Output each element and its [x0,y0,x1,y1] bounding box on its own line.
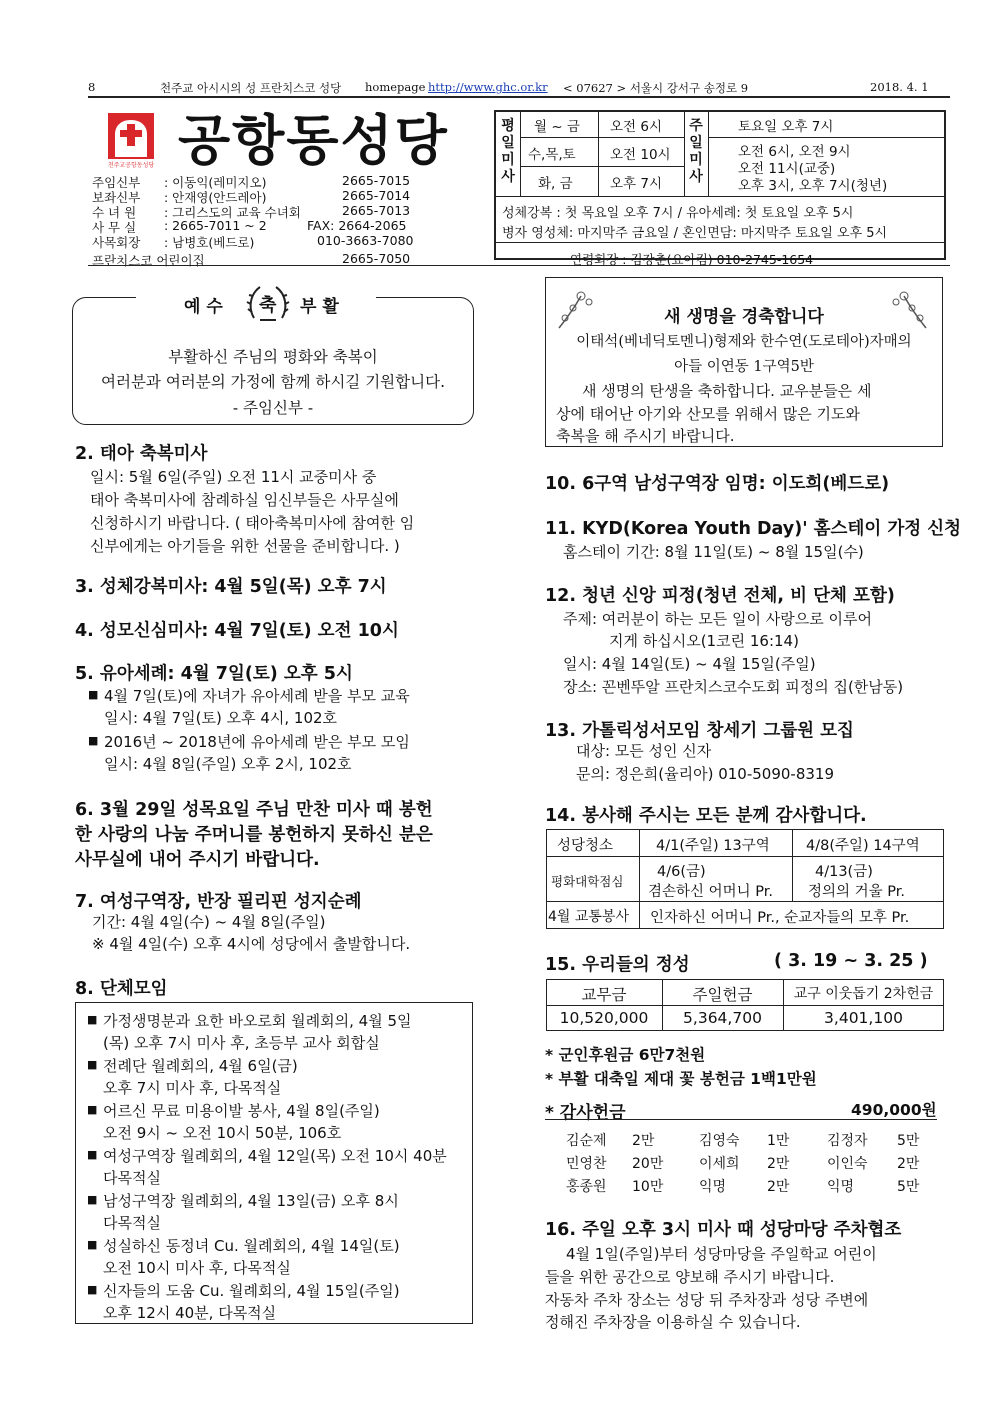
body-text: 태아 축복미사에 참례하실 임신부들은 사무실에 [90,491,399,509]
donor-amount: 2만 [897,1156,920,1172]
body-text: ※ 4월 4일(수) 오후 4시에 성당에서 출발합니다. [92,935,411,953]
weekday-time: 오전 10시 [610,147,671,163]
church-name: 공항동성당 [178,109,449,172]
body-text: 일시: 5월 6일(주일) 오전 11시 교중미사 중 [90,468,377,486]
bullet-item: ■ 2016년 ~ 2018년에 유아세례 받은 부모 모임 [104,731,410,752]
easter-title: 예 수 축 부 활 [136,282,376,324]
offering-value: 5,364,700 [683,1009,762,1027]
meeting-detail: 다목적실 [103,1169,161,1187]
section-title: 10. 6구역 남성구역장 임명: 이도희(베드로) [545,474,890,494]
section-title: 6. 3월 29일 성목요일 주님 만찬 미사 때 봉헌 [75,800,433,820]
meeting-item: ■ 여성구역장 월례회의, 4월 12일(목) 오전 10시 40분 [103,1145,447,1166]
federation-head: 연령회장 : 김강춘(요아킴) 010-2745-1654 [570,252,814,267]
donor-amount: 5만 [897,1179,920,1195]
easter-line: - 주임신부 - [232,399,314,417]
weekday-days: 수,목,토 [528,147,576,163]
sunday-mass-label: 주 일 미 사 [689,118,703,185]
military-offering: * 군인후원금 6만7천원 [545,1046,706,1064]
meeting-detail: 오전 9시 ~ 오전 10시 50분, 106호 [103,1124,342,1142]
body-text: 지게 하십시오(1코린 16:14) [609,632,799,650]
new-life-line: 아들 이연동 1구역5반 [674,359,814,375]
meeting-item: ■ 어르신 무료 미용이발 봉사, 4월 8일(주일) [103,1100,380,1121]
table-cell: 평화대학점심 [551,874,624,889]
section-title: 12. 청년 신앙 피정(청년 전체, 비 단체 포함) [545,586,895,606]
table-cell: 정의의 거울 Pr. [808,884,905,900]
donor-name: 익명 [699,1179,727,1195]
body-text: 홈스테이 기간: 8월 11일(토) ~ 8월 15일(수) [563,543,864,561]
weekday-days: 월 ~ 금 [534,119,580,135]
body-text: 일시: 4월 7일(토) 오후 4시, 102호 [104,709,338,727]
donor-amount: 2만 [632,1133,655,1149]
section-title: 2. 태아 축복미사 [75,444,208,464]
donor-amount: 5만 [897,1133,920,1149]
address: < 07627 > 서울시 강서구 송정로 9 [563,81,749,95]
weekday-mass-label: 평 일 미 사 [501,118,515,185]
section-title: 14. 봉사해 주시는 모든 분께 감사합니다. [545,806,867,826]
table-cell: 인자하신 어머니 Pr., 순교자들의 모후 Pr. [650,910,910,926]
body-text: 4월 1일(주일)부터 성당마당을 주일학교 어린이 [566,1245,877,1263]
body-text: 일시: 4월 8일(주일) 오후 2시, 102호 [104,755,352,773]
new-life-line: 이태석(베네딕토멘니)형제와 한수연(도로테아)자매의 [576,334,912,350]
table-cell: 겸손하신 어머니 Pr. [648,884,773,900]
weekday-days: 화, 금 [538,176,573,192]
section-title: 사무실에 내어 주시기 바랍니다. [75,850,320,870]
donor-amount: 20만 [632,1156,664,1172]
thanks-offering-total: 490,000원 [851,1101,937,1119]
offering-period: ( 3. 19 ~ 3. 25 ) [774,951,928,971]
donor-amount: 2만 [767,1179,790,1195]
section-title: 13. 가톨릭성서모임 창세기 그룹원 모집 [545,721,854,741]
body-text: 일시: 4월 14일(토) ~ 4월 15일(주일) [563,655,816,673]
meeting-detail: 오전 10시 미사 후, 다목적실 [103,1259,291,1277]
offering-value: 3,401,100 [824,1009,903,1027]
body-text: 들을 위한 공간으로 양보해 주시기 바랍니다. [545,1268,835,1286]
donor-name: 홍종원 [566,1179,607,1195]
new-life-line: 상에 태어난 아기와 산모를 위해서 많은 기도와 [556,405,860,423]
table-cell: 4/13(금) [815,864,873,880]
sunday-time: 오전 11시(교중) [738,161,836,177]
weekday-time: 오후 7시 [610,176,663,192]
donor-name: 이세희 [699,1156,740,1172]
weekday-time: 오전 6시 [610,119,663,135]
divider [88,265,950,266]
page-header [88,80,950,98]
church-logo-icon [107,112,155,160]
sunday-time: 오전 6시, 오전 9시 [738,144,851,160]
offering-header: 교무금 [581,986,627,1004]
meeting-detail: 오후 12시 40분, 다목적실 [103,1304,277,1322]
body-text: 장소: 꼰벤뚜알 프란치스코수도회 피정의 집(한남동) [563,678,904,696]
homepage-link[interactable]: http://www.ghc.or.kr [428,80,548,94]
body-text: 자동차 주차 장소는 성당 뒤 주차장과 성당 주변에 [545,1291,869,1309]
body-text: 주제: 여러분이 하는 모든 일이 사랑으로 이루어 [563,610,872,628]
meeting-item: ■ 신자들의 도움 Cu. 월례회의, 4월 15일(주일) [103,1280,400,1301]
offering-value: 10,520,000 [559,1009,649,1027]
thanks-offering-label: * 감사헌금 [545,1103,626,1123]
section-title: 5. 유아세례: 4월 7일(토) 오후 5시 [75,664,353,684]
donor-name: 김순제 [566,1133,607,1149]
meeting-item: ■ 가정생명분과 요한 바오로회 월례회의, 4월 5일 [103,1010,412,1031]
section-title: 한 사랑의 나눔 주머니를 봉헌하지 못하신 분은 [75,825,433,845]
section-title: 7. 여성구역장, 반장 필리핀 성지순례 [75,892,362,912]
table-cell: 4/8(주일) 14구역 [806,838,920,854]
meeting-detail: 다목적실 [103,1214,161,1232]
bullet-item: ■ 4월 7일(토)에 자녀가 유아세례 받을 부모 교육 [104,685,410,706]
donor-name: 익명 [827,1179,855,1195]
meeting-item: ■ 남성구역장 월례회의, 4월 13일(금) 오후 8시 [103,1190,399,1211]
section-title: 16. 주일 오후 3시 미사 때 성당마당 주차협조 [545,1220,902,1240]
meeting-detail: (목) 오후 7시 미사 후, 초등부 교사 회합실 [103,1034,380,1052]
mass-schedule-table [494,110,946,260]
body-text: 정해진 주차장을 이용하실 수 있습니다. [545,1313,801,1331]
meeting-detail: 오후 7시 미사 후, 다목적실 [103,1079,282,1097]
new-life-line: 축복을 해 주시기 바랍니다. [556,427,735,445]
donor-name: 김영숙 [699,1133,740,1149]
section-title: 8. 단체모임 [75,979,168,999]
table-cell: 성당청소 [557,838,614,854]
meeting-item: ■ 성실하신 동정녀 Cu. 월례회의, 4월 14일(토) [103,1235,400,1256]
sunday-time: 토요일 오후 7시 [738,119,834,135]
body-text: 대상: 모든 성인 신자 [576,742,712,760]
offering-header: 주일헌금 [692,986,753,1004]
body-text: 기간: 4월 4일(수) ~ 4월 8일(주일) [92,913,326,931]
donor-amount: 1만 [767,1133,790,1149]
body-text: 문의: 정은희(율리아) 010-5090-8319 [576,765,835,783]
donor-amount: 2만 [767,1156,790,1172]
body-text: 신청하시기 바랍니다. ( 태아축복미사에 참여한 임 [90,514,415,532]
sunday-time: 오후 3시, 오후 7시(청년) [738,178,888,194]
section-title: 15. 우리들의 정성 [545,955,690,975]
section-title: 11. KYD(Korea Youth Day)' 홈스테이 가정 신청 [545,519,962,539]
issue-date: 2018. 4. 1 [870,80,929,94]
new-life-line: 새 생명의 탄생을 축하합니다. 교우분들은 세 [582,382,872,400]
donor-amount: 10만 [632,1179,664,1195]
donor-name: 민영찬 [566,1156,607,1172]
donor-name: 김정자 [827,1133,868,1149]
table-cell: 4/6(금) [657,864,706,880]
parish-full-name: 천주교 아시시의 성 프란치스코 성당 [160,81,342,95]
mass-note: 병자 영성체: 마지막주 금요일 / 혼인면담: 마지막주 토요일 오후 5시 [502,226,888,241]
donor-name: 이인숙 [827,1156,868,1172]
mass-note: 성체강복 : 첫 목요일 오후 7시 / 유아세례: 첫 토요일 오후 5시 [502,206,854,221]
logo-caption: 천주교공항동성당 [107,162,155,169]
offering-header: 교구 이웃돕기 2차헌금 [793,986,934,1002]
table-cell: 4/1(주일) 13구역 [656,838,770,854]
body-text: 신부에게는 아기들을 위한 선물을 준비합니다. ) [90,537,400,555]
new-life-title: 새 생명을 경축합니다 [664,307,824,327]
flower-offering: * 부활 대축일 제대 꽃 봉헌금 1백1만원 [545,1070,817,1088]
easter-line: 부활하신 주님의 평화와 축복이 [168,348,378,366]
section-title: 4. 성모신심미사: 4월 7일(토) 오전 10시 [75,621,399,641]
page-number: 8 [88,80,96,94]
table-cell: 4월 교통봉사 [548,909,629,925]
meeting-item: ■ 전례단 월례회의, 4월 6일(금) [103,1055,298,1076]
section-title: 3. 성체강복미사: 4월 5일(목) 오후 7시 [75,577,387,597]
homepage-label: homepage [365,80,426,94]
easter-line: 여러분과 여러분의 가정에 함께 하시길 기원합니다. [101,373,445,391]
